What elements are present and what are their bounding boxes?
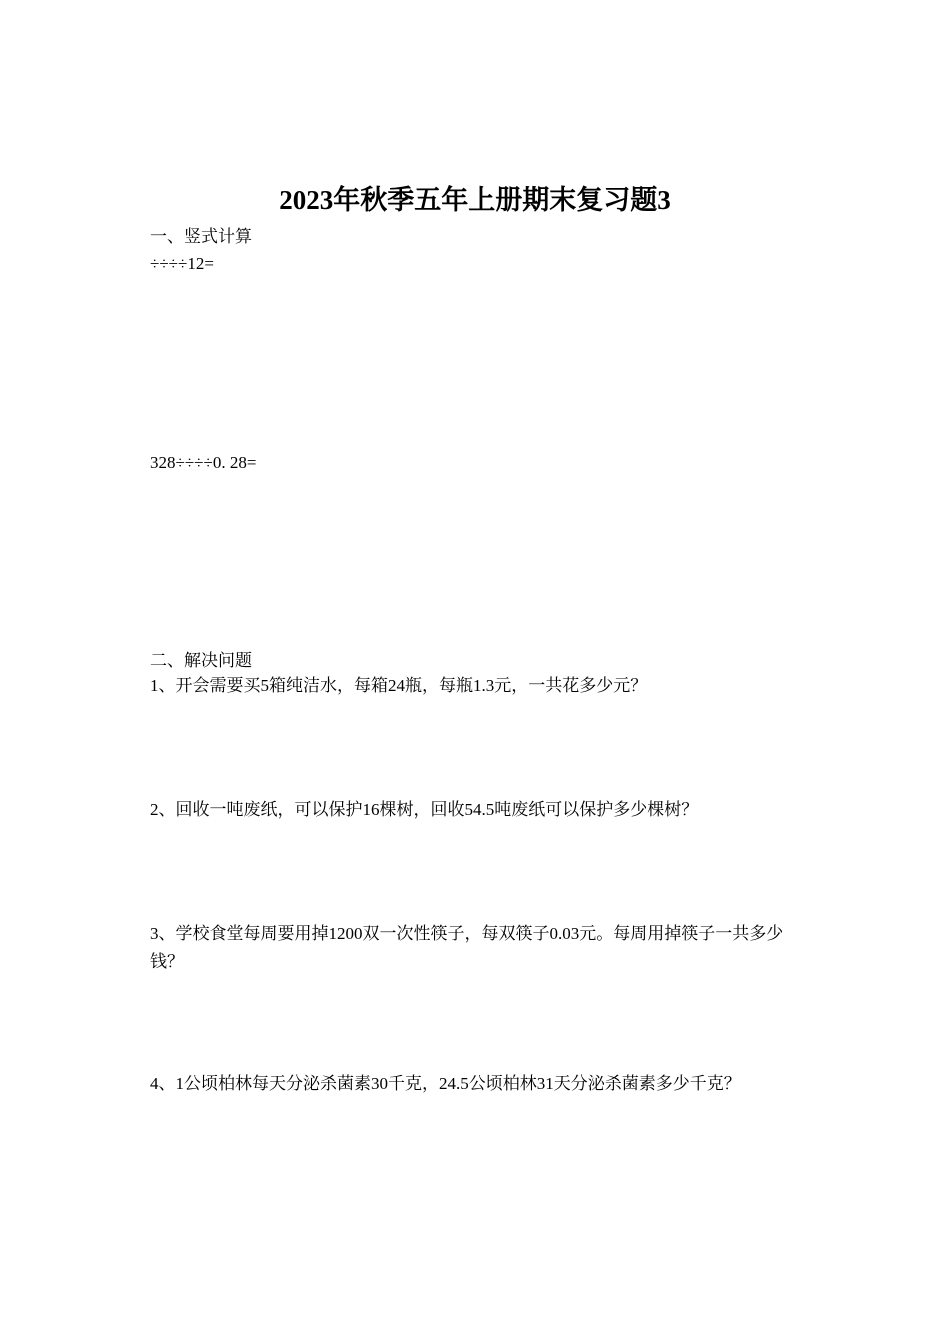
word-problem: 3、学校食堂每周要用掉1200双一次性筷子，每双筷子0.03元。每周用掉筷子一共多少钱？ — [150, 924, 784, 971]
word-problem: 4、1公顷柏林每天分泌杀菌素30千克，24.5公顷柏林31天分泌杀菌素多少千克？ — [150, 1074, 741, 1093]
word-problem: 2、回收一吨废纸，可以保护16棵树，回收54.5吨废纸可以保护多少棵树？ — [150, 800, 699, 819]
calculation-item: ÷÷÷÷12= — [150, 254, 214, 273]
calculation-item: 328÷÷÷÷0. 28= — [150, 453, 257, 472]
section-heading-word-problems: 二、解决问题 — [150, 651, 252, 670]
word-problem: 1、开会需要买5箱纯洁水，每箱24瓶，每瓶1.3元，一共花多少元？ — [150, 676, 648, 695]
page-title: 2023年秋季五年上册期末复习题3 — [279, 185, 671, 215]
section-heading-calculation: 一、竖式计算 — [150, 227, 252, 246]
